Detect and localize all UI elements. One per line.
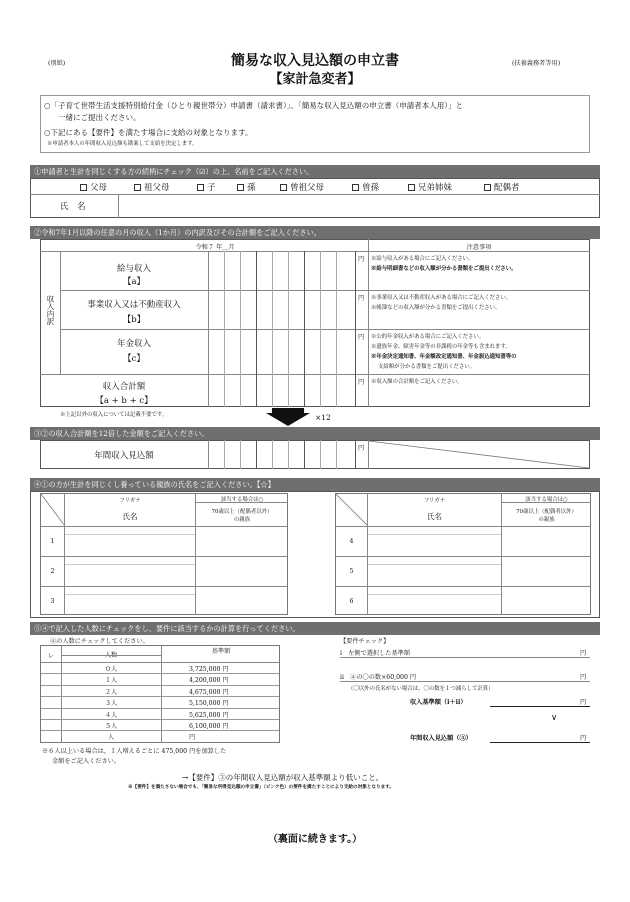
- age-condition: の親族: [233, 517, 251, 523]
- relation-item[interactable]: 曽孫: [352, 181, 408, 193]
- req-i-input[interactable]: [460, 645, 578, 657]
- req-ii-label: ⅱ ④の〇の数×60,000 円: [340, 674, 417, 681]
- relation-list: [80, 181, 544, 193]
- intro-line: ○下記にある【要件】を満たす場合に支給の対象となります。: [44, 128, 253, 137]
- pension-label: 年金収入: [116, 339, 151, 349]
- income-footnote: ※上記以外の収入については記載不要です。: [60, 412, 168, 418]
- check-header: レ: [47, 653, 55, 660]
- requirement-note: ※【要件】を満たさない場合でも、「簡易な所得見込額の申立書」（ピンク色）の要件を満たすことにより支給の対象となります。: [128, 785, 394, 790]
- base-note: ※６人以上いる場合は，１人増えるごとに 475,000 円を加算した: [42, 748, 227, 755]
- count-checkbox[interactable]: [41, 663, 61, 673]
- age-condition: の親族: [538, 517, 555, 523]
- applicable-header: 該当する場合は○: [220, 497, 264, 503]
- req-ii-input[interactable]: [460, 669, 578, 681]
- relation-item[interactable]: 祖父母: [134, 181, 197, 193]
- row-number: 4: [349, 538, 354, 545]
- total-input[interactable]: [209, 375, 355, 406]
- base-amount-row[interactable]: [41, 674, 279, 685]
- relation-item[interactable]: 配偶者: [484, 181, 544, 193]
- base-amount-row[interactable]: [41, 731, 279, 742]
- furigana-header: フリガナ: [119, 498, 141, 504]
- row-number: 6: [349, 598, 354, 605]
- annual-check-label: 年間収入見込額（③）: [410, 735, 472, 742]
- name-header: 氏名: [122, 512, 138, 521]
- checkbox-icon[interactable]: [197, 184, 204, 191]
- page-subtitle: 【家計急変者】: [269, 72, 361, 87]
- base-amount-value: 円: [189, 734, 196, 742]
- salary-input[interactable]: [209, 252, 355, 289]
- base-amount-row[interactable]: [41, 720, 279, 731]
- base-total-label: 収入基準額（ⅰ＋ⅱ）: [410, 699, 467, 706]
- count-value: ３人: [104, 700, 118, 708]
- yen-unit: 円: [580, 674, 587, 681]
- annual-label: 年間収入見込額: [94, 451, 154, 461]
- applicable-header: 該当する場合は○: [525, 497, 568, 503]
- count-value: ０人: [104, 666, 118, 673]
- requirement-title: 【要件チェック】: [340, 638, 390, 645]
- base-amount-value: 4,675,000 円: [189, 688, 229, 696]
- base-total-input[interactable]: [492, 694, 578, 706]
- name-label: 氏 名: [60, 202, 86, 212]
- checkbox-icon[interactable]: [408, 184, 415, 191]
- count-checkbox[interactable]: [41, 720, 61, 730]
- intro-line: ○「子育て世帯生活支援特別給付金（ひとり親世帯分）申請書（請求書）」、「簡易な収入見込額の申立書（申請者本人用）」と: [44, 101, 464, 110]
- furigana-header: フリガナ: [423, 498, 446, 504]
- section5-heading: ⑤④で記入した人数にチェックをし、要件に該当するかの計算を行ってください。: [30, 622, 600, 635]
- row-number: 5: [349, 568, 354, 575]
- row-number: 1: [50, 538, 55, 545]
- salary-label: 給与収入: [116, 264, 151, 274]
- base-amount-value: 5,150,000 円: [189, 700, 229, 708]
- checkbox-icon[interactable]: [484, 184, 491, 191]
- diagonal-strike: [369, 441, 589, 468]
- base-note: 金額をご記入ください。: [52, 758, 121, 765]
- name-header: 氏名: [427, 512, 442, 521]
- target-label: (扶養義務者等用): [512, 60, 561, 67]
- count-checkbox[interactable]: [41, 709, 61, 719]
- yen-unit: 円: [358, 334, 365, 341]
- count-value: ４人: [104, 711, 118, 719]
- note: ※給与収入がある場合にご記入ください。: [371, 256, 474, 262]
- business-input[interactable]: [209, 291, 355, 328]
- annual-digit-grid[interactable]: [208, 440, 356, 469]
- income-side-label: 収入内訳: [46, 295, 55, 325]
- count-value: １人: [104, 677, 118, 685]
- age-condition: 70歳以上（配偶者以外）: [211, 509, 273, 515]
- count-checkbox[interactable]: [41, 674, 61, 684]
- business-code: 【b】: [122, 315, 146, 325]
- checkbox-icon[interactable]: [80, 184, 87, 191]
- req-ii-note: （〇以外の氏名がない場合は、〇の数を１つ減らして計算）: [348, 686, 494, 692]
- yen-unit: 円: [358, 256, 365, 263]
- yen-unit: 円: [358, 295, 365, 302]
- times-twelve: ×12: [315, 413, 331, 422]
- pension-code: 【c】: [123, 354, 145, 364]
- section4-heading: ④①の方が生計を同じくし養っている親族の氏名をご記入ください。【☆】: [30, 478, 600, 491]
- intro-line: 一緒にご提出ください。: [58, 113, 141, 122]
- note: ※事業収入又は不動産収入がある場合にご記入ください。: [371, 295, 512, 301]
- base-amount-value: 6,100,000 円: [189, 723, 229, 730]
- row-number: 3: [50, 598, 55, 605]
- annual-check-input[interactable]: [492, 730, 578, 742]
- business-label: 事業収入又は不動産収入: [87, 300, 181, 310]
- pension-input[interactable]: [209, 330, 355, 373]
- base-amount-row[interactable]: [41, 697, 279, 708]
- continued-footer: （裏面に続きます。）: [267, 834, 363, 845]
- count-checkbox[interactable]: [41, 697, 61, 707]
- relation-item[interactable]: 孫: [237, 181, 280, 193]
- yen-unit: 円: [580, 650, 587, 657]
- name-input[interactable]: [120, 196, 598, 216]
- page-title: 簡易な収入見込額の申立書: [231, 53, 399, 69]
- note: ※給与明細書などの収入額が分かる書類をご提出ください。: [371, 266, 517, 272]
- base-amount-row[interactable]: [41, 709, 279, 720]
- note: ※年金決定通知書、年金額改定通知書、年金振込通知書等の: [371, 354, 517, 360]
- section3-heading: ③②の収入合計額を12倍した金額をご記入ください。: [30, 427, 600, 440]
- checkbox-icon[interactable]: [134, 184, 141, 191]
- section2-heading: ②令和7年1月以降の任意の月の収入（1か月）の内訳及びその合計額をご記入ください。: [30, 226, 600, 239]
- note: ※公的年金収入がある場合にご記入ください。: [371, 334, 485, 340]
- comparison-sign: ∨: [551, 713, 558, 723]
- section1-heading: ①申請者と生計を同じくする方の続柄にチェック（☑）の上、名前をご記入ください。: [30, 165, 600, 178]
- checkbox-icon[interactable]: [237, 184, 244, 191]
- row-number: 2: [50, 568, 55, 575]
- note: ※帳簿などの収入額が分かる書類をご提出ください。: [371, 305, 501, 311]
- checkbox-icon[interactable]: [280, 184, 287, 191]
- total-label: 収入合計額: [102, 382, 146, 392]
- note: ※収入額の合計額をご記入ください。: [371, 379, 463, 385]
- base-amount-row[interactable]: [41, 686, 279, 697]
- yen-unit: 円: [358, 445, 365, 452]
- note: ※遺族年金、障害年金等の非課税の年金等も含まれます。: [371, 344, 511, 350]
- count-checkbox[interactable]: [41, 686, 61, 696]
- relatives-table-right: [335, 493, 591, 615]
- requirement-text: →【要件】③の年間収入見込額が収入基準額より低いこと。: [182, 773, 384, 782]
- base-amount-value: 3,725,000 円: [189, 666, 229, 673]
- count-value: ５人: [104, 723, 118, 730]
- relatives-table-left: [40, 493, 288, 615]
- annex-label: (別紙): [48, 60, 66, 67]
- count-value: ２人: [104, 688, 118, 696]
- checkbox-icon[interactable]: [352, 184, 359, 191]
- relation-item[interactable]: 子: [197, 181, 237, 193]
- relation-item[interactable]: 父母: [80, 181, 134, 193]
- count-checkbox[interactable]: [41, 731, 61, 742]
- note: 支給額が分かる書類をご提出ください。: [378, 364, 476, 370]
- relation-item[interactable]: 兄弟姉妹: [408, 181, 484, 193]
- count-value: 人: [107, 734, 115, 742]
- base-amount-table: [40, 645, 280, 743]
- age-condition: 70歳以上（配偶者以外）: [516, 509, 577, 515]
- intro-note: ※申請者本人の年間収入見込額も勘案して支給を決定します。: [47, 141, 198, 147]
- yen-unit: 円: [358, 379, 365, 386]
- base-amount-row[interactable]: [41, 663, 279, 674]
- yen-unit: 円: [580, 699, 587, 706]
- yen-unit: 円: [580, 735, 587, 742]
- notes-header: 注意事項: [466, 244, 492, 251]
- salary-code: 【a】: [122, 277, 146, 287]
- total-formula: 【a + b + c】: [95, 396, 153, 406]
- relation-item[interactable]: 曾祖父母: [280, 181, 352, 193]
- down-arrow-icon: [266, 408, 310, 426]
- month-label: 令和７ 年＿月: [195, 244, 235, 251]
- base-amount-value: 5,625,000 円: [189, 711, 229, 719]
- base-amount-value: 4,200,000 円: [189, 677, 229, 685]
- base-header: 基準額: [211, 648, 231, 655]
- count-instruction: ④の人数にチェックしてください。: [50, 638, 149, 645]
- req-i-label: ⅰ 左側で選択した基準額: [340, 650, 411, 657]
